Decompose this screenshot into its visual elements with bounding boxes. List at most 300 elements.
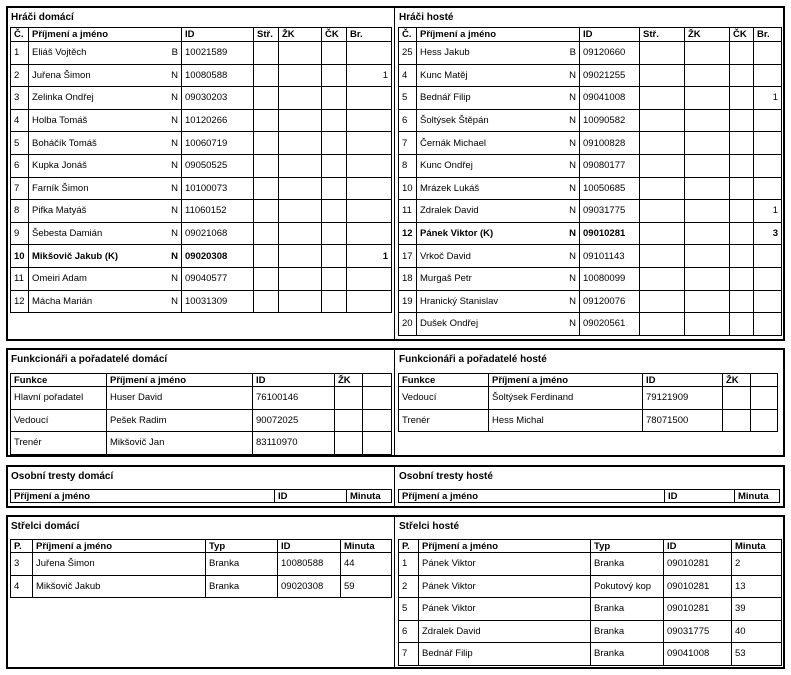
- player-name: Mácha Marián: [32, 295, 93, 307]
- cell-id: 09020308: [182, 245, 254, 268]
- cell-id: 10021589: [182, 42, 254, 65]
- cell-red: [730, 154, 754, 177]
- cell-yellow: [279, 245, 322, 268]
- cell-red: [322, 132, 347, 155]
- cell-num: 6: [11, 154, 29, 177]
- player-name: Holba Tomáš: [32, 115, 88, 127]
- table-row: [399, 575, 782, 598]
- empty-cell: [723, 409, 751, 432]
- player-name: Murgaš Petr: [420, 273, 472, 285]
- cell-brank: [347, 222, 392, 245]
- cell-yellow: [685, 313, 730, 336]
- player-name-cell: [417, 200, 580, 223]
- col-minute: Minuta: [347, 490, 392, 503]
- cell-type: Branka: [591, 598, 664, 621]
- cell-brank: [754, 42, 782, 65]
- player-name-cell: [417, 64, 580, 87]
- cell-num: 11: [11, 267, 29, 290]
- empty-cell: [751, 387, 778, 410]
- cell-red: [730, 109, 754, 132]
- cell-yellow: [279, 132, 322, 155]
- cell-id: 83110970: [253, 432, 335, 455]
- cell-order: 7: [399, 643, 419, 666]
- col-yellow: ŽK: [685, 28, 730, 42]
- col-name: Příjmení a jméno: [29, 28, 182, 42]
- empty-cell: [363, 432, 392, 455]
- player-name-cell: [29, 64, 182, 87]
- player-name: Vrkoč David: [420, 250, 471, 262]
- player-position: N: [569, 318, 576, 330]
- player-position: N: [569, 137, 576, 149]
- player-name: Zelinka Ondřej: [32, 92, 94, 104]
- cell-type: Branka: [591, 620, 664, 643]
- cell-yellow: [685, 64, 730, 87]
- cell-goals: [640, 290, 685, 313]
- home-scorers-title: Střelci domácí: [11, 521, 80, 532]
- cell-name: Bednář Filip: [419, 643, 591, 666]
- cell-red: [322, 200, 347, 223]
- away-players-section: [396, 8, 783, 339]
- cell-brank: [347, 200, 392, 223]
- col-type: Typ: [206, 540, 278, 553]
- empty-cell: [723, 387, 751, 410]
- home-scorers-table: [10, 539, 392, 598]
- home-players-title: Hráči domácí: [11, 12, 74, 23]
- cell-red: [730, 64, 754, 87]
- cell-num: 5: [399, 87, 417, 110]
- cell-id: 09120660: [580, 42, 640, 65]
- home-players-section: [8, 8, 395, 339]
- cell-yellow: [685, 200, 730, 223]
- table-row: [399, 313, 782, 336]
- cell-num: 9: [11, 222, 29, 245]
- col-yellow: ŽK: [723, 374, 751, 387]
- cell-num: 19: [399, 290, 417, 313]
- table-row: [11, 432, 392, 455]
- table-row: [11, 290, 392, 313]
- table-row: [11, 109, 392, 132]
- table-row: [11, 42, 392, 65]
- col-role: Funkce: [399, 374, 489, 387]
- cell-red: [322, 154, 347, 177]
- cell-name: Pánek Viktor: [419, 575, 591, 598]
- col-name: Příjmení a jméno: [417, 28, 580, 42]
- penalties-panel: [6, 465, 785, 508]
- cell-num: 11: [399, 200, 417, 223]
- table-row: [399, 200, 782, 223]
- cell-brank: [754, 290, 782, 313]
- cell-red: [322, 87, 347, 110]
- cell-red: [322, 109, 347, 132]
- cell-minute: 39: [732, 598, 782, 621]
- table-row: [11, 387, 392, 410]
- cell-yellow: [685, 245, 730, 268]
- player-name-cell: [29, 87, 182, 110]
- col-yellow: ŽK: [279, 28, 322, 42]
- player-name-cell: [417, 222, 580, 245]
- cell-brank: 1: [347, 64, 392, 87]
- cell-yellow: [685, 132, 730, 155]
- cell-name: Mikšovič Jakub: [33, 575, 206, 598]
- player-position: N: [569, 69, 576, 81]
- player-position: N: [171, 250, 178, 262]
- cell-goals: [640, 42, 685, 65]
- cell-id: 09050525: [182, 154, 254, 177]
- table-row: [399, 109, 782, 132]
- cell-id: 09120076: [580, 290, 640, 313]
- cell-minute: 53: [732, 643, 782, 666]
- col-id: ID: [253, 374, 335, 387]
- col-blank: [363, 374, 392, 387]
- cell-id: 10080099: [580, 267, 640, 290]
- table-row: [399, 222, 782, 245]
- cell-yellow: [685, 267, 730, 290]
- cell-order: 2: [399, 575, 419, 598]
- cell-red: [730, 222, 754, 245]
- player-name-cell: [29, 245, 182, 268]
- cell-role: Trenér: [399, 409, 489, 432]
- cell-red: [730, 42, 754, 65]
- col-num: Č.: [399, 28, 417, 42]
- away-officials-section: [396, 350, 783, 455]
- cell-red: [730, 200, 754, 223]
- player-position: N: [171, 115, 178, 127]
- table-row: [399, 42, 782, 65]
- cell-brank: [754, 64, 782, 87]
- table-row: [11, 154, 392, 177]
- home-officials-title: Funkcionáři a pořadatelé domácí: [11, 354, 168, 365]
- cell-minute: 40: [732, 620, 782, 643]
- cell-num: 17: [399, 245, 417, 268]
- player-position: N: [569, 160, 576, 172]
- cell-goals: [254, 177, 279, 200]
- cell-goals: [640, 132, 685, 155]
- away-players-title: Hráči hosté: [399, 12, 454, 23]
- cell-yellow: [685, 222, 730, 245]
- cell-id: 09080177: [580, 154, 640, 177]
- cell-id: 10120266: [182, 109, 254, 132]
- player-name-cell: [417, 109, 580, 132]
- cell-num: 8: [399, 154, 417, 177]
- cell-goals: [640, 313, 685, 336]
- cell-num: 1: [11, 42, 29, 65]
- col-goals: Stř.: [254, 28, 279, 42]
- cell-red: [730, 245, 754, 268]
- cell-brank: 1: [347, 245, 392, 268]
- cell-brank: [347, 290, 392, 313]
- col-blank: [751, 374, 778, 387]
- cell-num: 10: [399, 177, 417, 200]
- empty-cell: [335, 387, 363, 410]
- cell-yellow: [279, 177, 322, 200]
- table-row: [11, 132, 392, 155]
- cell-goals: [254, 290, 279, 313]
- cell-yellow: [279, 87, 322, 110]
- col-id: ID: [182, 28, 254, 42]
- cell-red: [322, 267, 347, 290]
- player-name: Eliáš Vojtěch: [32, 47, 87, 59]
- cell-goals: [640, 87, 685, 110]
- player-name-cell: [29, 290, 182, 313]
- table-row: [399, 87, 782, 110]
- empty-cell: [335, 409, 363, 432]
- home-players-table: [10, 27, 392, 313]
- cell-name: Zdralek David: [419, 620, 591, 643]
- col-id: ID: [665, 490, 735, 503]
- player-position: N: [569, 92, 576, 104]
- col-red: ČK: [730, 28, 754, 42]
- cell-num: 20: [399, 313, 417, 336]
- cell-order: 5: [399, 598, 419, 621]
- col-brank: Br.: [347, 28, 392, 42]
- cell-id: 79121909: [643, 387, 723, 410]
- cell-num: 12: [399, 222, 417, 245]
- cell-id: 09041008: [664, 643, 732, 666]
- cell-id: 09010281: [580, 222, 640, 245]
- cell-name: Juřena Šimon: [33, 553, 206, 576]
- player-name: Šoltýsek Štěpán: [420, 115, 489, 127]
- table-row: [11, 87, 392, 110]
- cell-brank: [347, 42, 392, 65]
- col-goals: Stř.: [640, 28, 685, 42]
- cell-name: Pánek Viktor: [419, 598, 591, 621]
- cell-goals: [640, 222, 685, 245]
- cell-id: 09031775: [580, 200, 640, 223]
- player-name-cell: [29, 42, 182, 65]
- cell-yellow: [279, 267, 322, 290]
- away-penalties-section: [396, 467, 783, 506]
- cell-brank: [347, 267, 392, 290]
- player-name: Omeiri Adam: [32, 273, 87, 285]
- cell-num: 6: [399, 109, 417, 132]
- player-position: N: [171, 205, 178, 217]
- cell-goals: [640, 64, 685, 87]
- cell-num: 12: [11, 290, 29, 313]
- table-row: [399, 245, 782, 268]
- cell-id: 90072025: [253, 409, 335, 432]
- player-name: Boháčík Tomáš: [32, 137, 97, 149]
- player-position: N: [171, 92, 178, 104]
- cell-role: Vedoucí: [399, 387, 489, 410]
- col-red: ČK: [322, 28, 347, 42]
- cell-order: 3: [11, 553, 33, 576]
- table-row: [399, 553, 782, 576]
- player-position: N: [569, 115, 576, 127]
- cell-brank: [347, 154, 392, 177]
- cell-goals: [254, 109, 279, 132]
- player-name: Kupka Jonáš: [32, 160, 87, 172]
- cell-name: Šoltýsek Ferdinand: [489, 387, 643, 410]
- player-name-cell: [417, 177, 580, 200]
- cell-goals: [640, 154, 685, 177]
- col-id: ID: [278, 540, 341, 553]
- player-name: Hranický Stanislav: [420, 295, 499, 307]
- cell-red: [322, 290, 347, 313]
- empty-cell: [363, 387, 392, 410]
- cell-goals: [254, 154, 279, 177]
- away-penalties-title: Osobní tresty hosté: [399, 471, 493, 482]
- cell-role: Trenér: [11, 432, 107, 455]
- player-name-cell: [29, 132, 182, 155]
- player-position: N: [569, 228, 576, 240]
- cell-order: 4: [11, 575, 33, 598]
- cell-goals: [254, 42, 279, 65]
- cell-goals: [254, 64, 279, 87]
- table-row: [11, 200, 392, 223]
- table-row: [11, 553, 392, 576]
- col-id: ID: [275, 490, 347, 503]
- cell-id: 09030203: [182, 87, 254, 110]
- player-position: N: [569, 182, 576, 194]
- cell-goals: [254, 222, 279, 245]
- player-name-cell: [417, 245, 580, 268]
- cell-type: Branka: [206, 575, 278, 598]
- scorers-panel: [6, 515, 785, 669]
- cell-yellow: [279, 154, 322, 177]
- cell-num: 5: [11, 132, 29, 155]
- table-row: [399, 267, 782, 290]
- cell-type: Pokutový kop: [591, 575, 664, 598]
- player-position: N: [569, 205, 576, 217]
- cell-red: [730, 267, 754, 290]
- cell-brank: 3: [754, 222, 782, 245]
- cell-minute: 44: [341, 553, 392, 576]
- player-position: N: [171, 137, 178, 149]
- cell-num: 18: [399, 267, 417, 290]
- player-name-cell: [29, 154, 182, 177]
- cell-num: 10: [11, 245, 29, 268]
- cell-num: 2: [11, 64, 29, 87]
- cell-brank: [754, 132, 782, 155]
- cell-goals: [254, 245, 279, 268]
- cell-brank: 1: [754, 87, 782, 110]
- cell-brank: [347, 132, 392, 155]
- cell-yellow: [279, 64, 322, 87]
- table-row: [11, 222, 392, 245]
- player-name: Dušek Ondřej: [420, 318, 479, 330]
- col-name: Příjmení a jméno: [399, 490, 665, 503]
- col-order: P.: [399, 540, 419, 553]
- cell-num: 25: [399, 42, 417, 65]
- cell-goals: [254, 132, 279, 155]
- cell-id: 09021068: [182, 222, 254, 245]
- col-role: Funkce: [11, 374, 107, 387]
- away-officials-title: Funkcionáři a pořadatelé hosté: [399, 354, 547, 365]
- player-position: N: [171, 182, 178, 194]
- player-position: N: [569, 250, 576, 262]
- cell-id: 10031309: [182, 290, 254, 313]
- cell-goals: [254, 267, 279, 290]
- col-num: Č.: [11, 28, 29, 42]
- away-scorers-table: [398, 539, 782, 666]
- player-name-cell: [417, 132, 580, 155]
- cell-red: [730, 290, 754, 313]
- cell-yellow: [279, 42, 322, 65]
- col-name: Příjmení a jméno: [107, 374, 253, 387]
- cell-id: 09010281: [664, 575, 732, 598]
- table-row: [11, 267, 392, 290]
- player-name-cell: [29, 267, 182, 290]
- cell-id: 10100073: [182, 177, 254, 200]
- cell-goals: [254, 200, 279, 223]
- cell-brank: [754, 177, 782, 200]
- cell-id: 78071500: [643, 409, 723, 432]
- cell-yellow: [685, 154, 730, 177]
- table-row: [399, 177, 782, 200]
- col-name: Příjmení a jméno: [11, 490, 275, 503]
- table-row: [11, 177, 392, 200]
- table-row: [399, 643, 782, 666]
- col-name: Příjmení a jméno: [489, 374, 643, 387]
- cell-order: 6: [399, 620, 419, 643]
- cell-id: 09020561: [580, 313, 640, 336]
- cell-goals: [640, 109, 685, 132]
- cell-type: Branka: [591, 643, 664, 666]
- cell-yellow: [279, 222, 322, 245]
- home-scorers-section: [8, 517, 395, 667]
- cell-name: Hess Michal: [489, 409, 643, 432]
- col-yellow: ŽK: [335, 374, 363, 387]
- cell-role: Vedoucí: [11, 409, 107, 432]
- cell-id: 10060719: [182, 132, 254, 155]
- table-row: [399, 154, 782, 177]
- player-name: Pánek Viktor (K): [420, 228, 494, 240]
- player-position: N: [171, 295, 178, 307]
- cell-num: 4: [399, 64, 417, 87]
- cell-type: Branka: [206, 553, 278, 576]
- player-name-cell: [417, 154, 580, 177]
- cell-red: [322, 64, 347, 87]
- cell-minute: 13: [732, 575, 782, 598]
- cell-id: 09041008: [580, 87, 640, 110]
- col-id: ID: [643, 374, 723, 387]
- table-row: [399, 409, 778, 432]
- away-penalties-table: [398, 489, 780, 503]
- cell-id: 09020308: [278, 575, 341, 598]
- player-position: N: [171, 160, 178, 172]
- cell-brank: [347, 87, 392, 110]
- home-officials-table: [10, 373, 392, 455]
- cell-num: 3: [11, 87, 29, 110]
- home-penalties-title: Osobní tresty domácí: [11, 471, 114, 482]
- cell-brank: [754, 109, 782, 132]
- cell-name: Pánek Viktor: [419, 553, 591, 576]
- cell-type: Branka: [591, 553, 664, 576]
- cell-brank: 1: [754, 200, 782, 223]
- officials-panel: [6, 348, 785, 457]
- player-position: N: [171, 228, 178, 240]
- away-officials-table: [398, 373, 778, 432]
- player-name-cell: [417, 87, 580, 110]
- cell-brank: [347, 109, 392, 132]
- table-row: [11, 64, 392, 87]
- table-row: [11, 245, 392, 268]
- table-row: [399, 387, 778, 410]
- cell-id: 10090582: [580, 109, 640, 132]
- col-name: Příjmení a jméno: [419, 540, 591, 553]
- table-row: [399, 620, 782, 643]
- cell-red: [730, 132, 754, 155]
- cell-goals: [640, 177, 685, 200]
- cell-brank: [754, 267, 782, 290]
- col-minute: Minuta: [732, 540, 782, 553]
- cell-name: Pešek Radim: [107, 409, 253, 432]
- player-name: Hess Jakub: [420, 47, 470, 59]
- players-panel: [6, 6, 785, 341]
- cell-goals: [640, 245, 685, 268]
- player-name: Mrázek Lukáš: [420, 182, 480, 194]
- player-name: Juřena Šimon: [32, 69, 91, 81]
